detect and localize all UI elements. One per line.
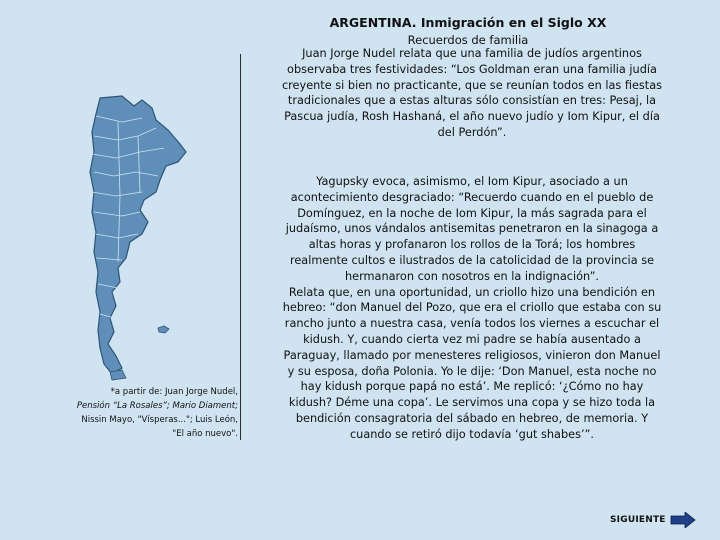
slide-subtitle: Recuerdos de familia <box>407 33 529 47</box>
text-line: cuando se retiró dijo todavía ‘gut shabes’”. <box>349 427 595 441</box>
credit-line: *a partir de: Juan Jorge Nudel, <box>110 387 238 397</box>
text-line: Paraguay, llamado por menesteres religiosos, vinieron don Manuel <box>283 348 661 362</box>
vertical-divider <box>240 54 241 440</box>
text-line: realmente cultos e ilustrados de la catolicidad de la provincia se <box>289 253 655 267</box>
text-line: hermanaron con nosotros en la indignación”. <box>344 269 600 283</box>
slide-header <box>230 14 706 48</box>
credit-line: Pensión “La Rosales”; Mario Diament; <box>76 401 238 411</box>
next-button-label: SIGUIENTE <box>610 515 666 525</box>
text-line: tradicionales que a estas alturas sólo consistían en tres: Pesaj, la <box>287 94 657 108</box>
arrow-right-icon <box>670 512 696 528</box>
text-line: judaísmo, unos vándalos antisemitas penetraron en la sinagoga a <box>285 222 659 236</box>
text-line: y su esposa, doña Polonia. Yo le dije: ‘Don Manuel, esta noche no <box>287 364 657 378</box>
slide-title: ARGENTINA. Inmigración en el Siglo XX <box>329 15 607 30</box>
text-line: Juan Jorge Nudel relata que una familia de judíos argentinos <box>302 47 642 60</box>
next-button[interactable] <box>610 511 696 529</box>
text-line: hay kidush porque papá no está’. Me replicó: ‘¿Cómo no hay <box>300 380 644 394</box>
islands-shape <box>158 326 169 333</box>
text-line: Yagupsky evoca, asimismo, el Iom Kipur, asociado a un <box>316 175 628 188</box>
text-line: acontecimiento desgraciado: “Recuerdo cuando en el pueblo de <box>290 190 654 204</box>
text-line: hebreo: “don Manuel del Pozo, que era el criollo que estaba con su <box>282 301 662 315</box>
text-line: kidush. Y, cuando cierta vez mi padre se había ausentado a <box>303 332 641 346</box>
text-line: observaba tres festividades: “Los Goldman eran una familia judía <box>287 62 657 76</box>
tierra-del-fuego-shape <box>110 370 126 380</box>
text-line: creyente si bien no practicante, que se reunían todos en las fiestas <box>281 78 663 92</box>
text-line: del Perdón”. <box>437 125 507 139</box>
paragraph-yagupsky <box>262 174 682 443</box>
credit-line: Nissin Mayo, "Vísperas..."; Luis León, <box>81 415 238 425</box>
argentina-map-image <box>82 92 192 382</box>
text-line: Domínguez, en la noche de Iom Kipur, la más sagrada para el <box>297 206 647 220</box>
text-line: rancho junto a nuestra casa, venía todos los viernes a escuchar el <box>284 317 660 331</box>
text-line: altas horas y profanaron los rollos de la Torá; los hombres <box>308 238 636 252</box>
credit-line: "El año nuevo". <box>172 429 238 439</box>
text-line: kidush? Déme una copa’. Le servimos una copa y se hizo toda la <box>288 396 656 410</box>
text-line: Relata que, en una oportunidad, un criollo hizo una bendición en <box>288 285 656 299</box>
text-line: bendición consagratoria del sábado en hebreo, de memoria. Y <box>295 411 649 425</box>
source-credit <box>52 385 238 441</box>
paragraph-nudel <box>262 46 682 141</box>
text-line: Pascua judía, Rosh Hashaná, el año nuevo judío y Iom Kipur, el día <box>284 110 660 124</box>
